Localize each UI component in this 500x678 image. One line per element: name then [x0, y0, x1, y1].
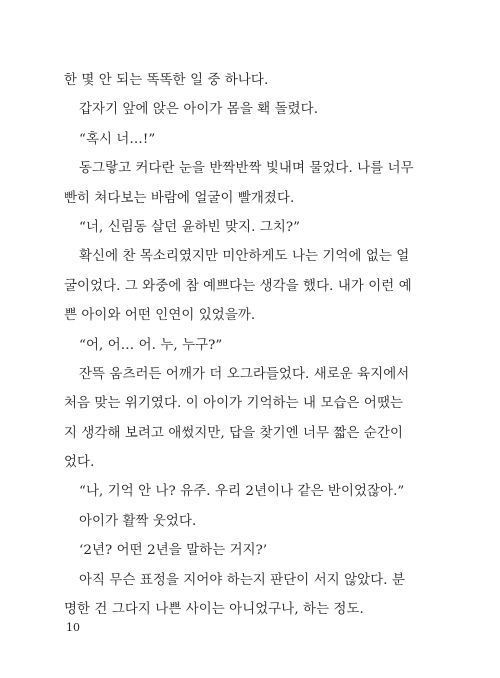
text-line: 갑자기 앞에 앉은 아이가 몸을 홱 돌렸다. [79, 102, 319, 118]
text-line: 아이가 활짝 웃었다. [79, 513, 197, 529]
page-number: 10 [66, 621, 80, 634]
text-line: ‘2년? 어떤 2년을 말하는 거지?’ [79, 543, 268, 559]
text-line: “혹시 너…!” [79, 131, 156, 147]
text-line: 잔뜩 움츠러든 어깨가 더 오그라들었다. 새로운 육지에서 [79, 366, 410, 382]
text-line: 지 생각해 보려고 애썼지만, 답을 찾기엔 너무 짧은 순간이 [64, 425, 404, 441]
text-line: 확신에 찬 목소리였지만 미안하게도 나는 기억에 없는 얼 [79, 249, 410, 265]
text-line: 굴이었다. 그 와중에 참 예쁘다는 생각을 했다. 내가 이런 예 [64, 278, 412, 294]
text-line: 처음 맞는 위기였다. 이 아이가 기억하는 내 모습은 어땠는 [64, 396, 404, 412]
text-line: 빤히 쳐다보는 바람에 얼굴이 빨개졌다. [64, 190, 295, 206]
text-line: “너, 신림동 살던 윤하빈 맞지. 그치?” [79, 219, 301, 235]
body-text [64, 66, 436, 624]
text-line: 아직 무슨 표정을 지어야 하는지 판단이 서지 않았다. 분 [79, 572, 405, 588]
text-line: 명한 건 그다지 나쁜 사이는 아니었구나, 하는 정도. [64, 602, 364, 618]
text-line: “나, 기억 안 나? 유주. 우리 2년이나 같은 반이었잖아.” [79, 484, 405, 500]
text-line: 었다. [64, 455, 95, 471]
text-line: 동그랗고 커다란 눈을 반짝반짝 빛내며 물었다. 나를 너무 [79, 161, 414, 177]
text-line: 쁜 아이와 어떤 인연이 있었을까. [64, 308, 256, 324]
text-line: “어, 어… 어. 누, 누구?” [79, 337, 223, 353]
text-line: 한 몇 안 되는 똑똑한 일 중 하나다. [64, 73, 269, 88]
